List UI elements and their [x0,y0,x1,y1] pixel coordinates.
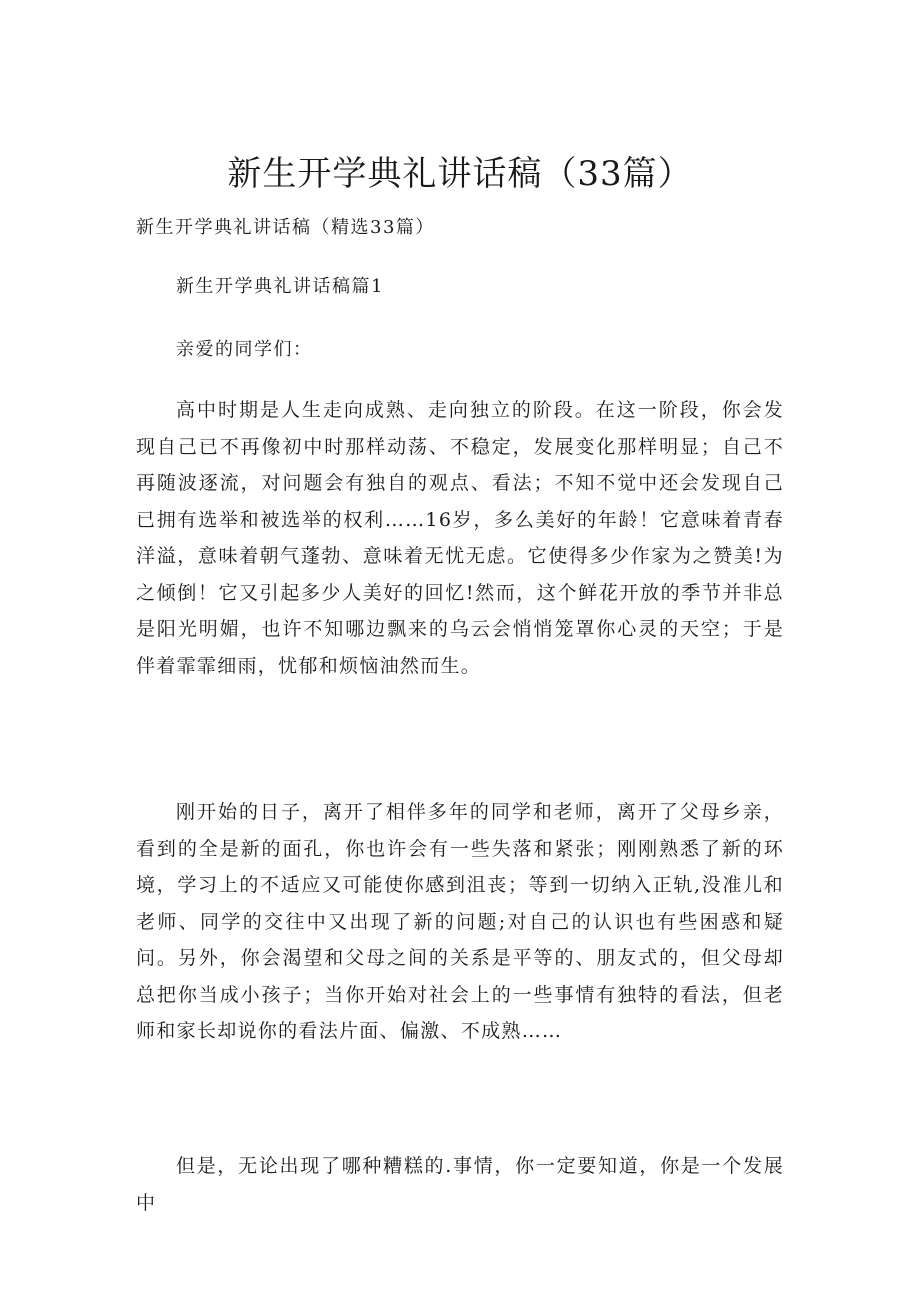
section-heading: 新生开学典礼讲话稿篇1 [176,276,384,297]
body-paragraph: 刚开始的日子，离开了相伴多年的同学和老师，离开了父母乡亲，看到的全是新的面孔，你也许会有一些失落和紧张；刚刚熟悉了新的环境，学习上的不适应又可能使你感到沮丧；等到一切纳入正轨,没准儿和老师、同学的交往中又出现了新的问题;对自己的认识也有些困惑和疑问。另外，你会渴望和父母之间的关系是平等的、朋友式的，但父母却总把你当成小孩子；当你开始对社会上的一些事情有独特的看法，但老师和家长却说你的看法片面、偏激、不成熟…… [136,801,784,1042]
greeting: 亲爱的同学们： [176,339,313,360]
body-paragraph: 但是，无论出现了哪种糟糕的.事情，你一定要知道，你是一个发展中 [136,1155,784,1214]
document-subtitle: 新生开学典礼讲话稿（精选33篇） [136,217,435,238]
body-paragraph: 高中时期是人生走向成熟、走向独立的阶段。在这一阶段，你会发现自己已不再像初中时那样动荡、不稳定，发展变化那样明显；自己不再随波逐流，对问题会有独自的观点、看法；不知不觉中还会发现自己已拥有选举和被选举的权利……16岁，多么美好的年龄！它意味着青春洋溢，意味着朝气蓬勃、意味着无忧无虑。它使得多少作家为之赞美!为之倾倒！它又引起多少人美好的回忆!然而，这个鲜花开放的季节并非总是阳光明媚，也许不知哪边飘来的乌云会悄悄笼罩你心灵的天空；于是伴着霏霏细雨，忧郁和烦恼油然而生。 [136,399,784,677]
document-title: 新生开学典礼讲话稿（33篇） [227,154,693,194]
